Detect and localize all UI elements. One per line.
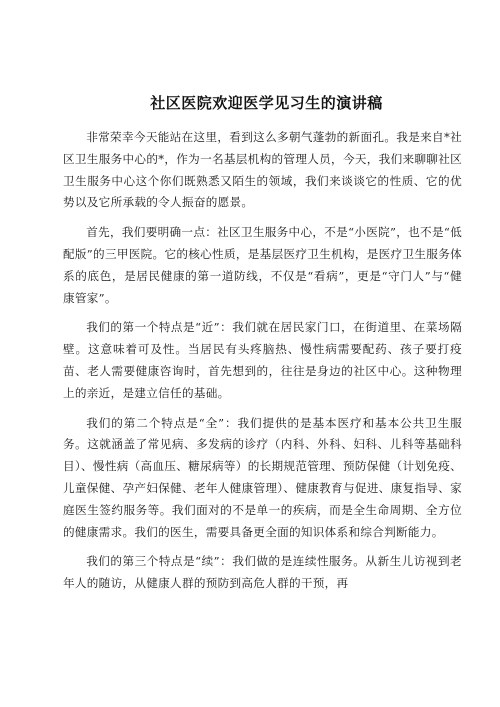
document-title: 社区医院欢迎医学见习生的演讲稿 [150,94,383,112]
paragraph-intro: 非常荣幸今天能站在这里，看到这么多朝气蓬勃的新面孔。我是来自*社区卫生服务中心的*，作为一名基层机构的管理人员，今天，我们来聊聊社区卫生服务中心这个你们既熟悉又陌生的领域，我们来谈谈它的性质、它的优势以及它所承载的令人振奋的愿景。 [63,130,462,210]
paragraph-nature: 首先，我们要明确一点：社区卫生服务中心，不是“小医院”，也不是“低配版”的三甲医院。它的核心性质，是基层医疗卫生机构，是医疗卫生服务体系的底色，是居民健康的第一道防线，不仅是“看病”，更是“守门人”与“健康管家”。 [63,225,462,305]
paragraph-feature-continuous: 我们的第三个特点是“续”：我们做的是连续性服务。从新生儿访视到老年人的随访，从健康人群的预防到高危人群的干预，再 [63,554,462,591]
paragraph-feature-comprehensive: 我们的第二个特点是“全”：我们提供的是基本医疗和基本公共卫生服务。这就涵盖了常见病、多发病的诊疗（内科、外科、妇科、儿科等基础科目）、慢性病（高血压、糖尿病等）的长期规范管理、预防保健（计划免疫、儿童保健、孕产妇保健、老年人健康管理）、健康教育与促进、康复指导、家庭医生签约服务等。我们面对的不是单一的疾病，而是全生命周期、全方位的健康需求。我们的医生，需要具备更全面的知识体系和综合判断能力。 [63,415,462,539]
paragraph-feature-near: 我们的第一个特点是“近”：我们就在居民家门口，在街道里、在菜场隔壁。这意味着可及性。当居民有头疼脑热、慢性病需要配药、孩子要打疫苗、老人需要健康咨询时，首先想到的，往往是身边的社区中心。这种物理上的亲近，是建立信任的基础。 [63,320,462,400]
